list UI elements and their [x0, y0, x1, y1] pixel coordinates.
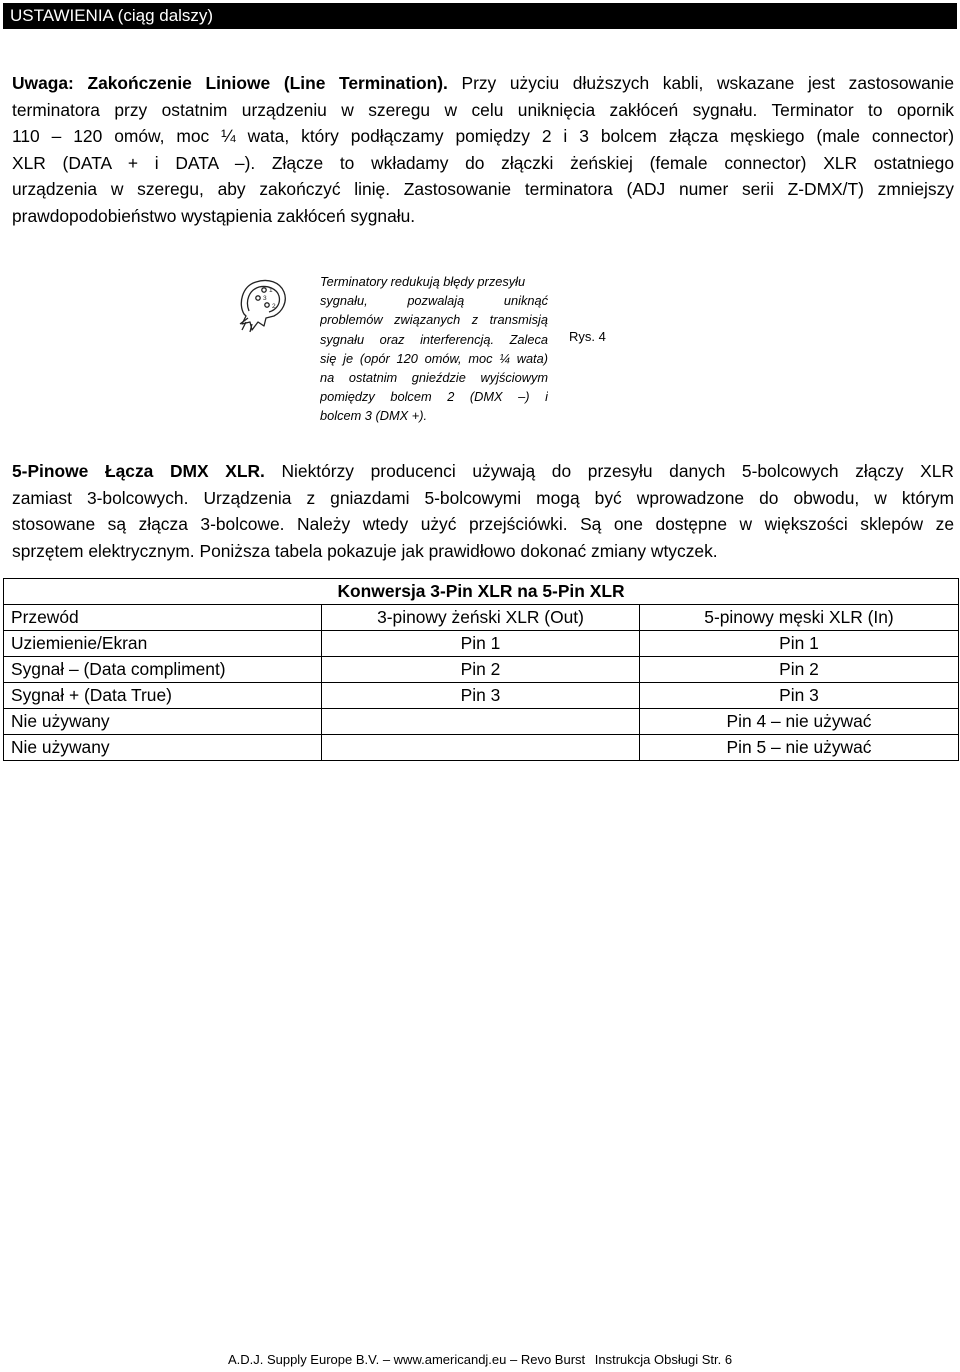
note-line: pomiędzy bolcem 2 (DMX –) i	[320, 389, 548, 405]
table-row	[4, 657, 959, 683]
pin-label-2: 2	[272, 303, 276, 310]
table-cell: Sygnał + (Data True)	[4, 683, 322, 709]
table-cell: Pin 3	[640, 683, 959, 709]
xlr-connector-icon	[236, 274, 292, 334]
table-cell: Nie używany	[4, 735, 322, 761]
five-pin-line-1: 5-Pinowe Łącza DMX XLR. Niektórzy producenci używają do przesyłu danych 5-bolcowych złączy XLR	[12, 461, 954, 481]
note-line: bolcem 3 (DMX +).	[320, 408, 428, 424]
table-cell	[322, 709, 640, 735]
table-header-cell: Przewód	[4, 605, 322, 631]
five-pin-line-2: zamiast 3-bolcowych. Urządzenia z gniazdami 5-bolcowymi mogą być wprowadzone do obwodu, w którym	[12, 487, 954, 508]
footer-manual-page: Instrukcja Obsługi Str. 6	[594, 1352, 733, 1367]
terminator-note	[320, 272, 548, 426]
table-header-row	[4, 605, 959, 631]
table-cell: Pin 4 – nie używać	[640, 709, 959, 735]
table-cell: Pin 2	[640, 657, 959, 683]
table-cell: Uziemienie/Ekran	[4, 631, 322, 657]
figure-label: Rys. 4	[569, 329, 606, 344]
termination-heading: Uwaga: Zakończenie Liniowe (Line Termination).	[12, 73, 448, 93]
table-title: Konwersja 3-Pin XLR na 5-Pin XLR	[4, 579, 959, 605]
pin-label-3: 3	[263, 295, 267, 302]
note-line: sygnału oraz interferencją. Zaleca	[320, 331, 548, 347]
table-cell: Pin 1	[322, 631, 640, 657]
table-row	[4, 735, 959, 761]
termination-line-5: urządzenia w szeregu, aby zakończyć linię. Zastosowanie terminatora (ADJ numer serii Z-DMX/T) zmniejszy	[12, 179, 954, 199]
termination-line-4: XLR (DATA + i DATA –). Złącze to wkładamy do złączki żeńskiej (female connector) XLR ostatniego	[12, 152, 954, 173]
five-pin-paragraph	[12, 458, 954, 564]
table-cell: Pin 1	[640, 631, 959, 657]
table-header-cell: 5-pinowy męski XLR (In)	[640, 605, 959, 631]
termination-line-2: terminatora przy ostatnim urządzeniu w szeregu w celu uniknięcia zakłóceń sygnału. Terminator to opornik	[12, 99, 954, 120]
table-row	[4, 631, 959, 657]
table-cell	[322, 735, 640, 761]
conversion-table	[3, 578, 959, 761]
table-row	[4, 709, 959, 735]
table-cell: Pin 2	[322, 657, 640, 683]
pin-label-1: 1	[269, 287, 273, 294]
termination-paragraph	[12, 70, 954, 229]
termination-line-3: 110 – 120 omów, moc ¼ wata, który podłączamy pomiędzy 2 i 3 bolcem złącza męskiego (male connector)	[12, 126, 954, 146]
table-cell: Nie używany	[4, 709, 322, 735]
table-cell: Sygnał – (Data compliment)	[4, 657, 322, 683]
note-line: problemów związanych z transmisją	[320, 312, 548, 328]
table-title-row	[4, 579, 959, 605]
table-cell: Pin 3	[322, 683, 640, 709]
table-cell: Pin 5 – nie używać	[640, 735, 959, 761]
page-footer	[0, 1352, 960, 1368]
section-title: USTAWIENIA (ciąg dalszy)	[10, 6, 214, 25]
five-pin-line-3: stosowane są złącza 3-bolcowe. Należy wtedy użyć przejściówki. Są one dostępne w większości sklepów ze	[12, 514, 954, 534]
table-row	[4, 683, 959, 709]
termination-line-1: Uwaga: Zakończenie Liniowe (Line Termination). Przy użyciu dłuższych kabli, wskazane jest zastosowanie	[12, 73, 954, 93]
note-line: się je (opór 120 omów, moc ¼ wata)	[320, 350, 548, 366]
note-line: sygnału, pozwalają uniknąć	[320, 293, 548, 309]
note-line: na ostatnim gnieździe wyjściowym	[320, 370, 548, 386]
five-pin-heading: 5-Pinowe Łącza DMX XLR.	[12, 461, 265, 481]
termination-line-6: prawdopodobieństwo wystąpienia zakłóceń sygnału.	[12, 205, 416, 226]
footer-company: A.D.J. Supply Europe B.V. – www.americandj.eu – Revo Burst	[227, 1352, 586, 1367]
section-header	[3, 3, 957, 29]
five-pin-line-4: sprzętem elektrycznym. Poniższa tabela pokazuje jak prawidłowo dokonać zmiany wtyczek.	[12, 540, 718, 561]
note-line: Terminatory redukują błędy przesyłu	[320, 274, 526, 289]
table-header-cell: 3-pinowy żeński XLR (Out)	[322, 605, 640, 631]
